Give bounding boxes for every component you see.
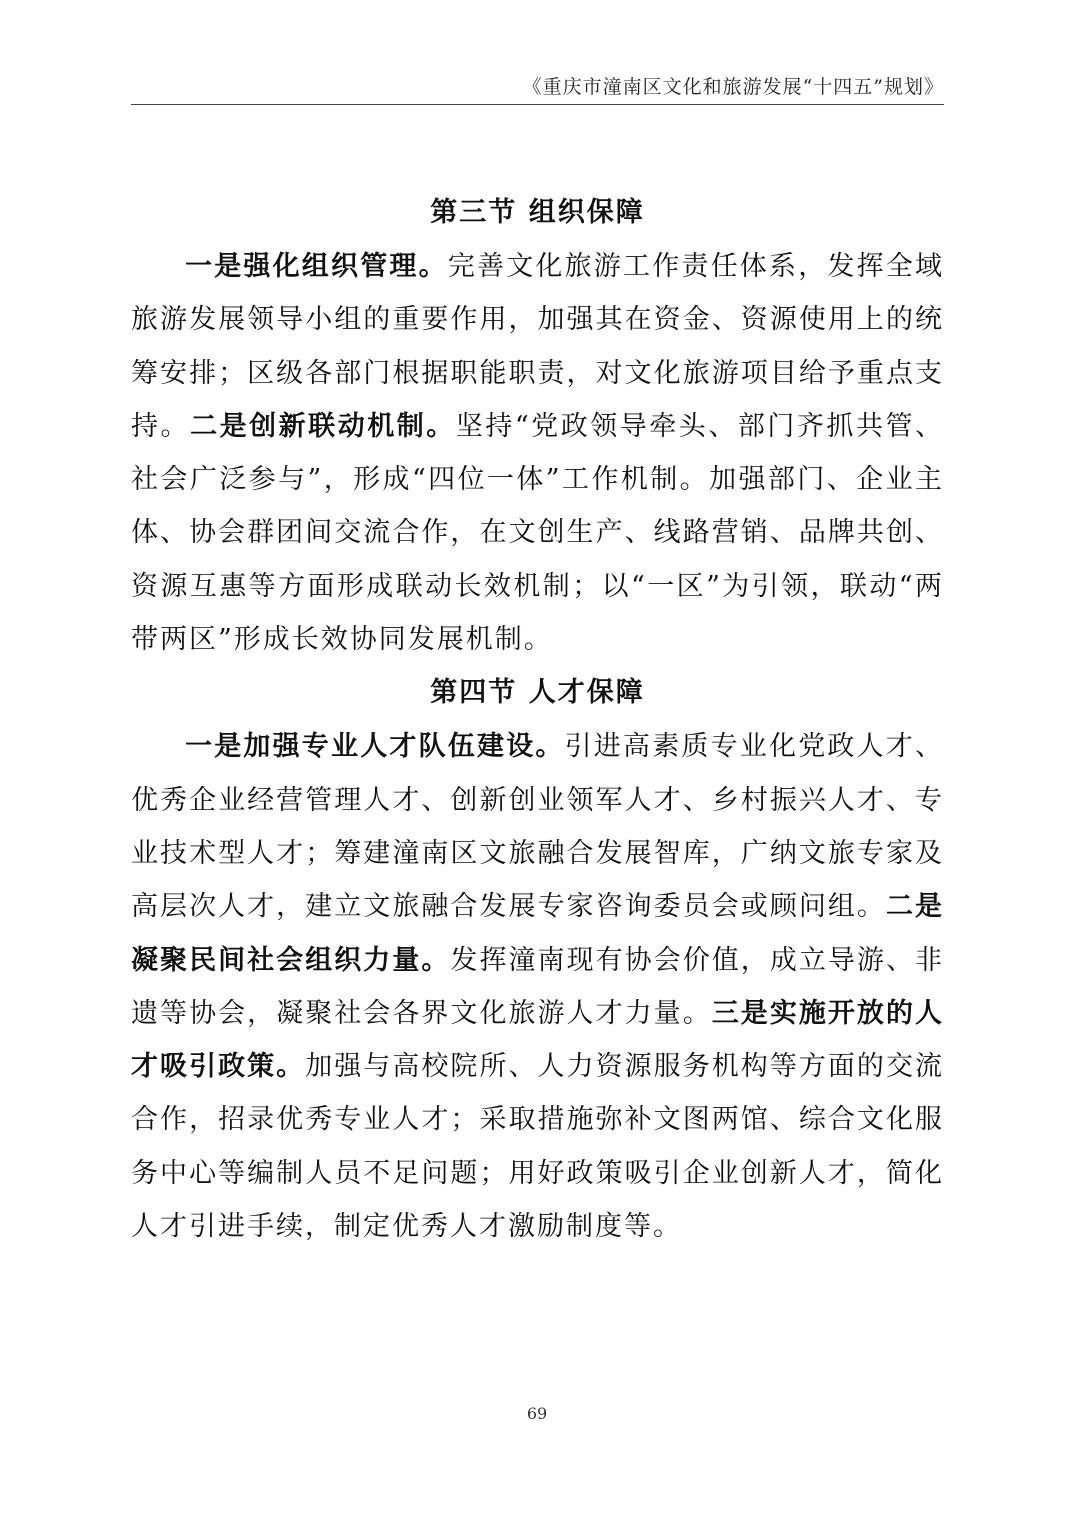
lead-phrase: 二是创新联动机制。 [190,410,456,442]
section-heading-organization: 第三节 组织保障 [430,197,645,228]
paragraph-organization [131,240,944,666]
page-number: 69 [526,1404,548,1423]
paragraph-text: 引进高素质专业化党政人才、优秀企业经营管理人才、创新创业领军人才、乡村振兴人才、专业技术型人才；筹建潼南区文旅融合发展智库，广纳文旅专家及高层次人才，建立文旅融合发展专家咨询委员会或顾问组。 [131,731,945,923]
running-header: 《重庆市潼南区文化和旅游发展“十四五”规划》 [522,76,944,98]
paragraph-text: 完善文化旅游工作责任体系，发挥全域旅游发展领导小组的重要作用，加强其在资金、资源使用上的统筹安排；区级各部门根据职能职责，对文化旅游项目给予重点支持。 [131,251,945,442]
paragraph-text: 发挥潼南现有协会价值，成立导游、非遗等协会，凝聚社会各界文化旅游人才力量。 [131,944,945,1029]
paragraph-text: 加强与高校院所、人力资源服务机构等方面的交流合作，招录优秀专业人才；采取措施弥补文图两馆、综合文化服务中心等编制人员不足问题；用好政策吸引企业创新人才，简化人才引进手续，制定优秀人才激励制度等。 [131,1051,945,1243]
page-body [131,186,944,1253]
lead-phrase: 三是实施开放的人才吸引政策。 [131,997,945,1083]
lead-phrase: 一是加强专业人才队伍建设。 [185,731,565,763]
section-heading-talent: 第四节 人才保障 [430,677,645,709]
lead-phrase: 一是强化组织管理。 [185,251,448,282]
lead-phrase: 二是凝聚民间社会组织力量。 [131,891,945,976]
paragraph-text: 坚持“党政领导牵头、部门齐抓共管、社会广泛参与”，形成“四位一体”工作机制。加强部门、企业主体、协会群团间交流合作，在文创生产、线路营销、品牌共创、资源互惠等方面形成联动长效机制；以“一区”为引领，联动“两带两区”形成长效协同发展机制。 [131,410,945,656]
paragraph-talent [131,720,944,1253]
header-divider [131,104,944,105]
